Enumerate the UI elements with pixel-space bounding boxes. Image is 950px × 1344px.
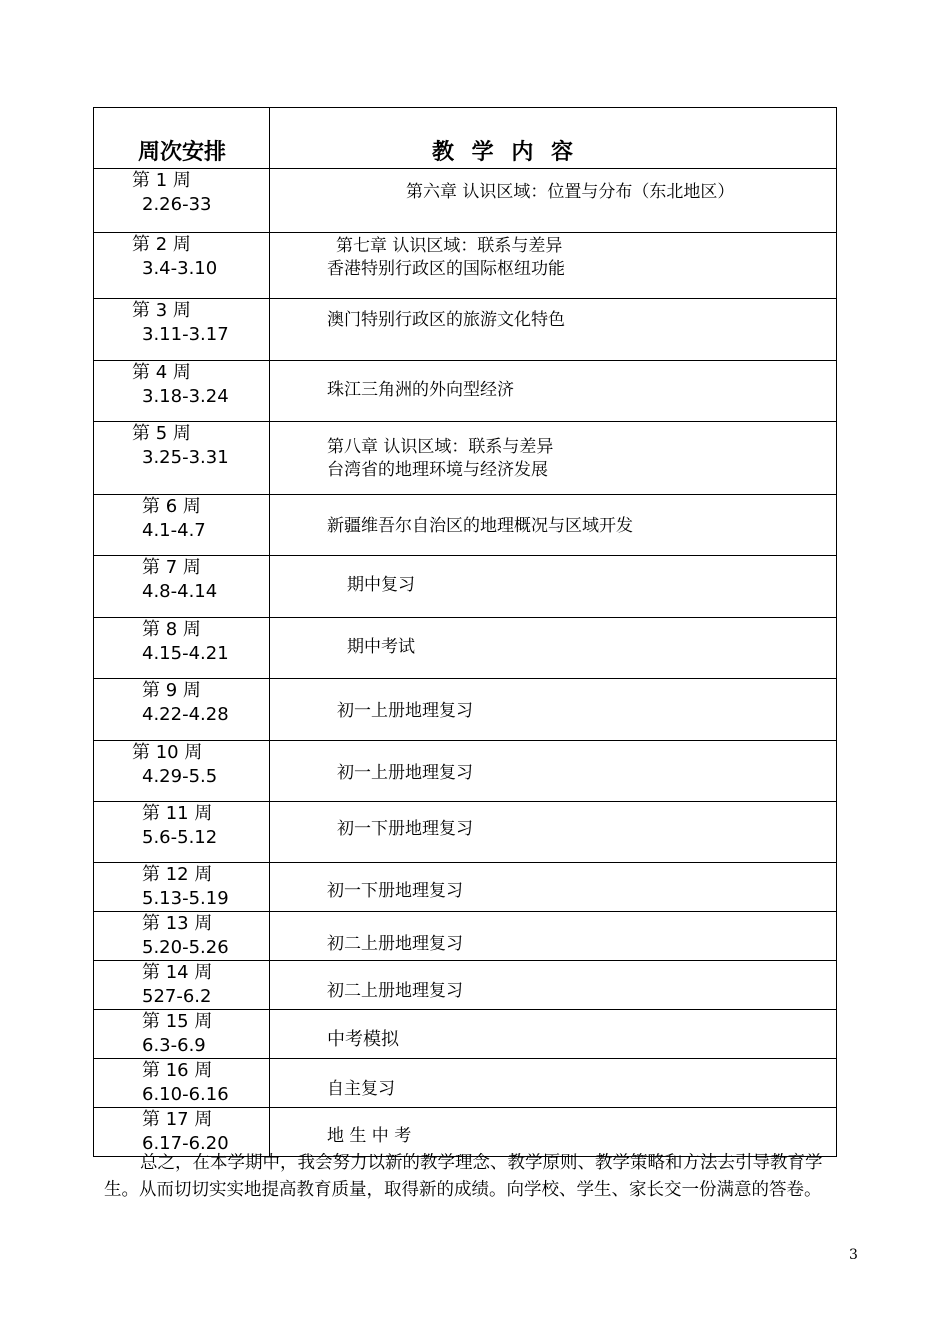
week-label: 第 11 周 [142,803,213,824]
content-cell [270,1059,837,1108]
week-dates: 3.25-3.31 [142,447,229,468]
content-line: 初一下册地理复习 [327,881,463,901]
week-cell [94,961,270,1010]
content-line: 澳门特别行政区的旅游文化特色 [327,310,565,330]
content-line: 中考模拟 [327,1029,399,1050]
week-label: 第 8 周 [142,619,201,640]
summary-paragraph [104,1150,864,1204]
week-label: 第 6 周 [142,496,201,517]
week-dates: 5.13-5.19 [142,888,229,909]
table-row [94,912,837,961]
week-label: 第 7 周 [142,557,201,578]
week-label: 第 9 周 [142,680,201,701]
week-dates: 4.1-4.7 [142,520,206,541]
week-cell [94,1059,270,1108]
week-dates: 2.26-33 [142,194,212,215]
content-cell [270,679,837,741]
week-label: 第 15 周 [142,1011,213,1032]
content-cell [270,741,837,802]
week-label: 第 12 周 [142,864,213,885]
week-dates: 4.29-5.5 [142,766,218,787]
week-cell [94,618,270,679]
content-line: 初一上册地理复习 [337,763,473,783]
table-row [94,961,837,1010]
header-content: 教 学 内 容 [270,108,837,169]
content-cell [270,556,837,618]
table-row [94,863,837,912]
content-cell [270,233,837,299]
week-cell [94,912,270,961]
content-line: 第六章 认识区域：位置与分布（东北地区） [406,182,735,202]
table-row [94,802,837,863]
week-label: 第 13 周 [142,913,213,934]
table-row [94,679,837,741]
week-dates: 3.18-3.24 [142,386,229,407]
week-label: 第 10 周 [132,742,203,763]
week-dates: 6.17-6.20 [142,1133,229,1154]
content-line: 初二上册地理复习 [327,934,463,954]
content-line: 期中复习 [347,575,415,595]
week-cell [94,863,270,912]
table-row [94,556,837,618]
week-cell [94,741,270,802]
content-cell [270,912,837,961]
week-label: 第 16 周 [142,1060,213,1081]
table-row [94,1059,837,1108]
table-row [94,495,837,556]
content-cell [270,169,837,233]
week-dates: 6.10-6.16 [142,1084,229,1105]
content-cell [270,495,837,556]
week-dates: 5.20-5.26 [142,937,229,958]
week-cell [94,679,270,741]
week-label: 第 3 周 [132,300,191,321]
table-row [94,233,837,299]
week-cell [94,556,270,618]
week-cell [94,802,270,863]
week-dates: 3.11-3.17 [142,324,229,345]
table-row [94,422,837,495]
week-cell [94,422,270,495]
week-dates: 527-6.2 [142,986,212,1007]
content-cell [270,361,837,422]
week-label: 第 5 周 [132,423,191,444]
table-row [94,169,837,233]
table-row [94,1010,837,1059]
content-line: 期中考试 [347,637,415,657]
content-line: 地 生 中 考 [327,1126,412,1146]
content-line: 台湾省的地理环境与经济发展 [327,460,548,480]
week-label: 第 17 周 [142,1109,213,1130]
content-line: 珠江三角洲的外向型经济 [327,380,514,400]
content-cell [270,1010,837,1059]
content-cell [270,863,837,912]
content-cell [270,299,837,361]
schedule-table [93,107,837,1157]
content-line: 香港特别行政区的国际枢纽功能 [327,259,565,279]
content-line: 自主复习 [327,1079,395,1099]
content-line: 初二上册地理复习 [327,981,463,1001]
week-cell [94,169,270,233]
week-cell [94,233,270,299]
week-dates: 3.4-3.10 [142,258,218,279]
content-line: 第八章 认识区域：联系与差异 [327,437,554,457]
week-dates: 4.15-4.21 [142,643,229,664]
week-label: 第 1 周 [132,170,191,191]
table-row [94,618,837,679]
week-cell [94,1010,270,1059]
week-dates: 6.3-6.9 [142,1035,206,1056]
table-row [94,361,837,422]
week-cell [94,495,270,556]
content-cell [270,618,837,679]
week-label: 第 4 周 [132,362,191,383]
week-dates: 5.6-5.12 [142,827,218,848]
summary-line-2: 生。从而切切实实地提高教育质量，取得新的成绩。向学校、学生、家长交一份满意的答卷。 [104,1180,822,1200]
content-line: 初一上册地理复习 [337,701,473,721]
content-line: 新疆维吾尔自治区的地理概况与区域开发 [327,516,633,536]
content-cell [270,422,837,495]
week-dates: 4.8-4.14 [142,581,218,602]
week-dates: 4.22-4.28 [142,704,229,725]
content-line: 初一下册地理复习 [337,819,473,839]
table-row [94,741,837,802]
table-row [94,299,837,361]
week-cell [94,299,270,361]
content-line: 第七章 认识区域：联系与差异 [336,236,563,256]
table-header-row [94,108,837,169]
week-cell [94,361,270,422]
header-week: 周次安排 [94,108,270,169]
content-cell [270,802,837,863]
week-label: 第 2 周 [132,234,191,255]
page-number: 3 [849,1247,858,1263]
content-cell [270,961,837,1010]
summary-line-1: 总之，在本学期中，我会努力以新的教学理念、教学原则、教学策略和方法去引导教育学 [140,1153,823,1173]
week-label: 第 14 周 [142,962,213,983]
